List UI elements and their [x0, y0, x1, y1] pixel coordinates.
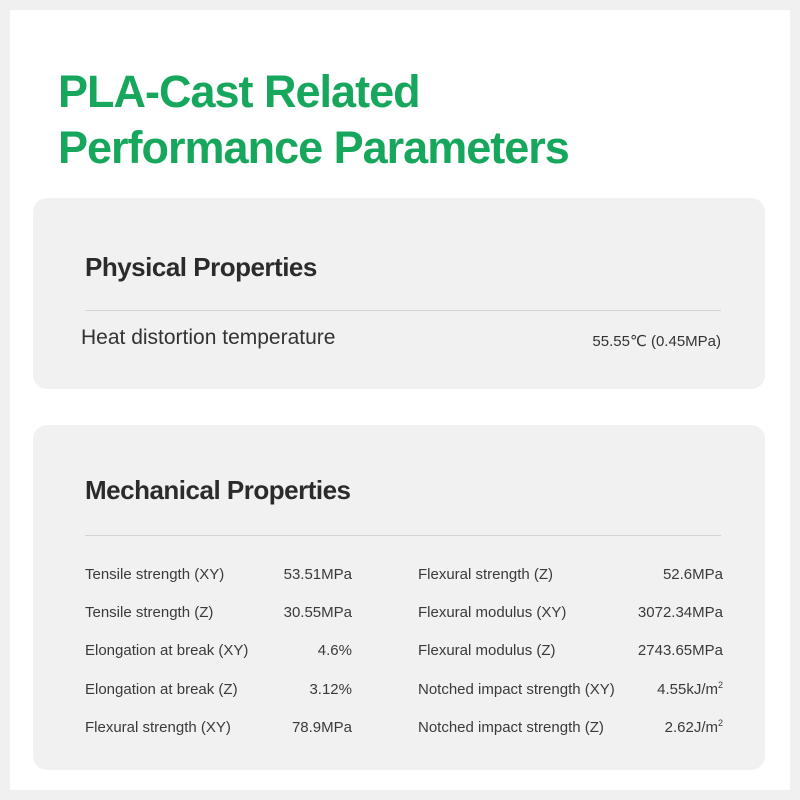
superscript: 2 [717, 718, 723, 728]
divider [85, 310, 721, 311]
property-value: 52.6MPa [662, 566, 723, 583]
property-label: Notched impact strength (XY) [418, 681, 615, 698]
superscript: 2 [717, 680, 723, 690]
heat-distortion-label: Heat distortion temperature [81, 326, 336, 349]
property-value: 4.6% [317, 642, 352, 659]
property-row [418, 604, 723, 628]
property-value: 53.51MPa [283, 566, 352, 583]
property-value: 2743.65MPa [637, 642, 723, 659]
title-line-2: Performance Parameters [58, 122, 569, 173]
property-value: 30.55MPa [283, 604, 352, 621]
page-title [58, 64, 569, 176]
property-value: 3072.34MPa [637, 604, 723, 621]
property-row [418, 566, 723, 590]
property-label: Elongation at break (XY) [85, 642, 249, 659]
property-value [665, 719, 723, 736]
physical-properties-heading: Physical Properties [85, 252, 317, 282]
value-number: 2.62J/m [664, 719, 718, 736]
property-row [418, 719, 723, 743]
property-label: Tensile strength (XY) [85, 566, 225, 583]
title-line-1: PLA-Cast Related [58, 66, 420, 117]
property-value [657, 681, 723, 698]
page [10, 10, 790, 790]
property-label: Elongation at break (Z) [85, 681, 238, 698]
property-row [85, 566, 352, 590]
property-row [418, 681, 723, 705]
property-label: Flexural modulus (XY) [418, 604, 567, 621]
property-row [85, 604, 352, 628]
mechanical-properties-heading: Mechanical Properties [85, 475, 351, 505]
divider [85, 535, 721, 536]
property-row [418, 642, 723, 666]
property-row [85, 681, 352, 705]
mechanical-properties-card [33, 425, 765, 770]
heat-distortion-value: 55.55℃ (0.45MPa) [592, 333, 721, 350]
property-row [85, 642, 352, 666]
property-label: Flexural modulus (Z) [418, 642, 556, 659]
property-label: Flexural strength (XY) [85, 719, 231, 736]
property-label: Flexural strength (Z) [418, 566, 554, 583]
property-label: Tensile strength (Z) [85, 604, 214, 621]
property-value: 3.12% [309, 681, 352, 698]
property-row [85, 719, 352, 743]
physical-properties-card [33, 198, 765, 389]
property-value: 78.9MPa [291, 719, 352, 736]
value-number: 4.55kJ/m [657, 681, 718, 698]
property-label: Notched impact strength (Z) [418, 719, 604, 736]
